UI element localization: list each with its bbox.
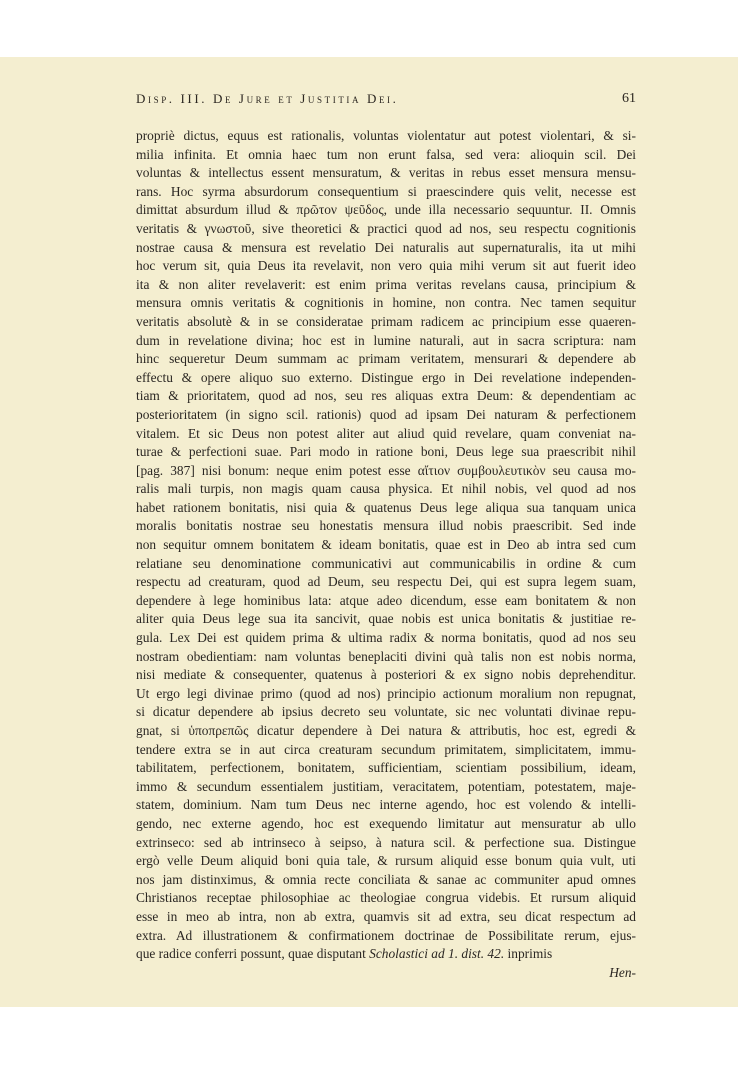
text-line: posterioritatem (in signo scil. rationis) quod ad ipsam Dei naturam & perfectionem [136,406,636,422]
text-line: Ut ergo legi divinae primo (quod ad nos) principio actionum moralium non repugnat, [136,685,636,701]
text-line: tendere extra se in aut circa creaturam secundum primitatem, simplicitatem, immu- [136,741,636,757]
text-line: dependere à lege hominibus lata: atque adeo dicendum, esse eam bonitatem & non [136,592,636,608]
text-line: mensura omnis veritatis & cognitionis in homine, non contra. Nec tamen sequitur [136,295,636,311]
text-line: veritatis absolutè & in se consideratae primam radicem ac principium esse quaeren- [136,313,636,329]
text-line: si dicatur dependere ab ipsius decreto seu voluntate, sic nec voluntati divinae repu- [136,704,636,720]
text-line: esse in meo ab intra, non ab extra, quamvis sit ad extra, seu dicat respectum ad [136,908,636,924]
text-line: milia infinita. Et omnia haec tum non erunt falsa, sed vera: alioquin scil. Dei [136,146,636,162]
text-line: hoc verum sit, quia Deus ita revelavit, non vero quia mihi verum sit aut fuerit ideo [136,258,636,274]
text-line: habet rationem bonitatis, nisi quia & quatenus Deus lege aliqua sua tanquam unica [136,499,636,515]
text-line: nos jam distinximus, & omnia recte conciliata & sanae ac communiter apud omnes [136,871,636,887]
text-line: moralis bonitatis nostrae seu honestatis mensura illud nobis praescribit. Sed inde [136,518,636,534]
text-line: nisi mediate & consequenter, quatenus à posteriori & ex signo nobis deprehenditur. [136,667,636,683]
book-page [0,57,738,1007]
text-line: Christianos receptae philosophiae ac theologiae congrua videbis. Et rursum aliquid [136,890,636,906]
text-line: dum in revelatione divina; hoc est in lumine naturali, aut in sacra scriptura: nam [136,332,636,348]
text-line: dimittat absurdum illud & πρῶτον ψεῦδος, unde illa necessario sequuntur. II. Omnis [136,202,636,218]
text-line: extra. Ad illustrationem & confirmationem doctrinae de Possibilitate rerum, ejus- [136,927,636,943]
text-line: nostram obedientiam: nam voluntas beneplaciti divini quà talis non est nobis norma, [136,648,636,664]
text-line: vitalem. Et sic Deus non potest aliter aut aliud quid revelare, quam conveniat na- [136,425,636,441]
text-line: relatiane seu denominatione communicativi aut communicabilis in ordine & cum [136,555,636,571]
text-line: hinc sequeretur Deum summam ac primam veritatem, mensurari & dependere ab [136,351,636,367]
text-line: ergò velle Deum aliquid boni quia tale, & rursum aliquid esse bonum quia vult, uti [136,853,636,869]
text-line: gula. Lex Dei est quidem prima & ultima radix & norma bonitatis, quod ad nos seu [136,630,636,646]
running-header [136,91,636,111]
text-line: turae & perfectioni suae. Pari modo in ratione boni, Deus lege sua praescribit nihil [136,444,636,460]
text-line: nostrae causa & mensura est revelatio Dei naturalis aut supernaturalis, ita ut mihi [136,239,636,255]
text-line: rans. Hoc syrma absurdorum consequentium si praescindere quis velit, necesse est [136,183,636,199]
text-line: immo & secundum essentialem justitiam, veracitatem, potentiam, potestatem, maje- [136,778,636,794]
text-line: propriè dictus, equus est rationalis, voluntas violentatur aut potest violentari, & si- [136,128,636,143]
final-line-start: que radice conferri possunt, quae disputant [136,946,370,962]
final-line-end: inprimis [504,946,553,962]
text-line: statem, dominium. Nam tum Deus nec interne agendo, hoc est volendo & intelli- [136,797,636,813]
text-line: effectu & opere aliquo suo externo. Distingue ergo in Dei revelatione independen- [136,369,636,385]
catchword: Hen- [609,964,636,980]
text-line: ita & non aliter revelaverit: est enim prima veritas revelans causa, principium & [136,276,636,292]
text-line: respectu ad creaturam, quod ad Deum, seu respectu Dei, qui est supra legem suam, [136,574,636,590]
italic-reference: Scholastici ad 1. dist. 42. [369,946,505,962]
text-line: tiam & prioritatem, quod ad nos, seu res aliquas extra Deum: & dependentiam ac [136,388,636,404]
text-line: tabilitatem, perfectionem, bonitatem, sufficientiam, scientiam possibilium, ideam, [136,760,636,776]
running-title: Disp. III. De Jure et Justitia Dei. [136,91,399,106]
text-line-final [136,945,636,964]
page-number: 61 [622,91,636,106]
text-line: extrinseco: sed ab intrinseco à seipso, à natura scil. & perfectione sua. Distingue [136,834,636,850]
text-line: voluntas & intellectus essent mensuratum, & veritas in rebus esset mensura mensu- [136,165,636,181]
body-text [136,127,636,982]
text-line: gnat, si ὑποπρεπῶς dicatur dependere à Dei natura & attributis, hoc est, egredi & [136,723,636,738]
text-line: non sequitur omnem bonitatem & ideam bonitatis, quae est in Deo ab intra sed cum [136,537,636,553]
text-line: [pag. 387] nisi bonum: neque enim potest esse αἴτιον συμβουλευτικὸν seu causa mo- [136,462,636,478]
text-line: gendo, nec externe agendo, hoc est exequendo limitatur aut mensuratur ab ullo [136,815,636,831]
text-line: ralis mali turpis, non magis quam causa physica. Et nihil nobis, vel quod ad nos [136,481,636,497]
text-line: veritatis & γνωστοῦ, sive theoretici & practici quod ad nos, seu respectu cognitionis [136,220,636,236]
text-line: aliter quia Deus lege sua ita sancivit, quae nobis est unica bonitatis & justitiae re- [136,611,636,627]
